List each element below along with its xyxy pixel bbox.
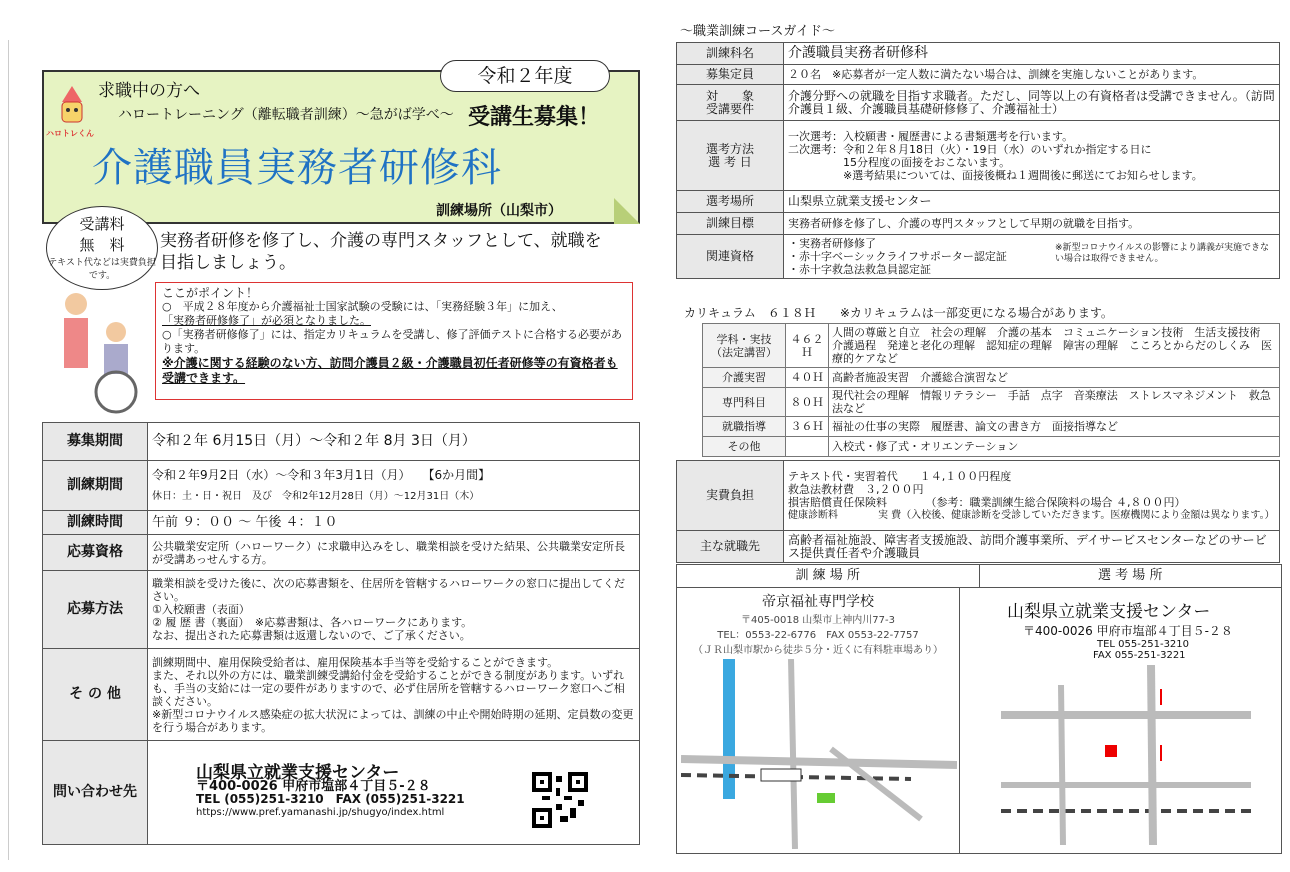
curri-content: 福祉の仕事の実際 履歴書、論文の書き方 面接指導など — [829, 417, 1280, 437]
school-name: 帝京福祉専門学校 — [762, 594, 874, 610]
logo-text: ハロトレくん — [46, 129, 94, 138]
row-value-2: 二次選考：令和２年８月18日（火）・19日（水）のいずれか指定する日に — [788, 142, 1152, 156]
cost-line-4: 健康診断料 実 費（入校後、健康診断を受診していただきます。医療機関により金額は異なります。） — [788, 509, 1275, 521]
row-header: 訓練期間 — [43, 461, 148, 511]
fee-note: テキスト代などは実費負担です。 — [48, 258, 156, 281]
center-name: 山梨県立就業支援センター — [1007, 602, 1211, 622]
curri-header: 専門科目 — [703, 388, 786, 417]
table-row — [677, 235, 1280, 279]
table-row — [703, 417, 1280, 437]
course-guide-table — [676, 42, 1280, 279]
center-address: 〒400-0026 甲府市塩部４丁目５-２８ — [1023, 624, 1233, 638]
curri-hours: ４６２Ｈ — [786, 324, 829, 368]
license-note: ※新型コロナウイルスの影響により講義が実施できない場合は取得できません。 — [1055, 243, 1270, 264]
row-value-2: ・赤十字ベーシックライフサポーター認定証 — [788, 250, 1007, 263]
curri-header: 学科・実技 （法定講習） — [703, 324, 786, 368]
row-value: 介護職員実務者研修科 — [784, 43, 1280, 65]
curri-hours: ３６Ｈ — [786, 417, 829, 437]
contact-phone: TEL (055)251-3210 FAX (055)251-3221 — [196, 791, 465, 806]
curri-hours — [786, 437, 829, 457]
row-header: 訓練時間 — [43, 511, 148, 535]
center-phone: TEL 055-251-3210 — [1097, 639, 1190, 650]
training-subtitle: ハロートレーニング（離転職者訓練）～急がば学べ～ — [118, 107, 454, 123]
table-row — [43, 535, 640, 571]
cost-line-1: テキスト代・実習着代 １４,１００円程度 — [788, 469, 1012, 483]
row-value-4: なお、提出された応募書類は返還しないので、ご了承ください。 — [152, 629, 471, 642]
maps-section — [676, 564, 1282, 854]
row-header: そ の 他 — [43, 649, 148, 741]
school-address: 〒405-0018 山梨市上神内川77-3 — [740, 615, 896, 626]
row-value: 令和２年9月2日（水）～令和３年3月1日（月） 【6か月間】 — [152, 467, 491, 482]
map-right-title: 選 考 場 所 — [1098, 568, 1163, 583]
contact-address: 〒400-0026 甲府市塩部４丁目５-２８ — [196, 778, 431, 794]
table-row — [677, 191, 1280, 213]
table-row — [703, 324, 1280, 368]
table-row — [43, 571, 640, 649]
cost-table — [676, 460, 1280, 563]
row-header: 応募方法 — [43, 571, 148, 649]
row-header: 訓練目標 — [677, 213, 784, 235]
row-header: 選考方法 選 考 日 — [677, 121, 784, 191]
row-header: 対 象 受講要件 — [677, 85, 784, 121]
table-row — [677, 213, 1280, 235]
row-value-2: 休日：土・日・祝日 及び 令和2年12月28日（月）～12月31日（木） — [152, 490, 480, 502]
row-value-2: また、それ以外の方には、職業訓練受講給付金を受給することができる制度があります。いずれも、手当の支給には一定の要件がありますので、必ず住居所を管轄するハローワーク窓口へご相談ください。 — [152, 668, 625, 708]
recruit-heading: 受講生募集！ — [468, 105, 601, 130]
curri-content: 現代社会の理解 情報リテラシー 手話 点字 音楽療法 ストレスマネジメント 救急法など — [829, 388, 1280, 417]
table-row — [677, 121, 1280, 191]
point-box — [155, 282, 633, 400]
fee-label: 受講料 — [79, 215, 125, 233]
lead-text: 実務者研修を修了し、介護の専門スタッフとして、就職を目指しましょう。 — [160, 231, 602, 273]
job-value: 高齢者福祉施設、障害者支援施設、訪問介護事業所、デイサービスセンターなどのサービス提供責任者や介護職員 — [784, 531, 1280, 563]
row-value: 令和２年 6月15日（月）～令和２年 8月 3日（月） — [148, 423, 640, 461]
map-left-title: 訓 練 場 所 — [677, 565, 980, 587]
table-row — [43, 461, 640, 511]
table-row — [677, 85, 1280, 121]
row-value: 公共職業安定所（ハローワーク）に求職申込みをし、職業相談を受けた結果、公共職業安定所長が受講あっせんする方。 — [148, 535, 640, 571]
row-value: 訓練期間中、雇用保険受給者は、雇用保険基本手当等を受給することができます。 — [152, 655, 559, 669]
caregiver-illustration-icon — [54, 284, 154, 414]
cost-header: 実費負担 — [677, 461, 784, 531]
curri-content: 高齢者施設実習 介護総合演習など — [829, 368, 1280, 388]
school-map-icon — [681, 659, 957, 849]
table-row — [703, 388, 1280, 417]
row-header: 募集期間 — [43, 423, 148, 461]
mascot-logo-icon — [52, 84, 92, 130]
contact-url[interactable]: https://www.pref.yamanashi.jp/shugyo/index.html — [196, 806, 445, 818]
table-row — [703, 368, 1280, 388]
table-row — [677, 461, 1280, 531]
cost-line-2: 救急法教材費 ３,２００円 — [788, 482, 924, 496]
job-header: 主な就職先 — [677, 531, 784, 563]
row-value: 職業相談を受けた後に、次の応募書類を、住居所を管轄するハローワークの窓口に提出してください。 — [152, 577, 625, 603]
table-row — [43, 511, 640, 535]
table-row — [677, 531, 1280, 563]
course-title: 介護職員実務者研修科 — [92, 145, 502, 191]
point-1-underlined: 「実務者研修修了」が必須となりました。 — [162, 314, 371, 327]
table-row — [677, 43, 1280, 65]
curriculum-table — [702, 323, 1280, 457]
row-value-4: ※選考結果については、面接後概ね１週間後に郵送にてお知らせします。 — [788, 168, 1203, 182]
table-row — [703, 437, 1280, 457]
row-value-3: ② 履 歴 書（裏面） ※応募書類は、各ハローワークにあります。 — [152, 616, 473, 629]
contact-name: 山梨県立就業支援センター — [196, 762, 400, 783]
training-place: 訓練場所（山梨市） — [436, 203, 562, 219]
fee-circle — [46, 206, 158, 290]
row-header: 募集定員 — [677, 65, 784, 85]
year-badge: 令和２年度 — [440, 60, 610, 92]
point-2: ○「実務者研修修了」には、指定カリキュラムを受講し、修了評価テストに合格する必要があります。 — [162, 328, 623, 355]
qr-code-icon[interactable] — [532, 772, 588, 828]
row-value: 実務者研修を修了し、介護の専門スタッフとして早期の就職を目指す。 — [784, 213, 1280, 235]
school-phone: TEL：0553-22-6776 FAX 0553-22-7757 — [717, 630, 919, 641]
row-value-2: ①入校願書（表面） — [152, 603, 250, 616]
point-1: ○ 平成２８年度から介護福祉士国家試験の受験には、「実務経験３年」に加え、 — [162, 300, 563, 313]
row-value: 午前 ９：００ ～ 午後 ４：１０ — [148, 511, 640, 535]
curri-header: 介護実習 — [703, 368, 786, 388]
row-value-3: ※新型コロナウイルス感染症の拡大状況によっては、訓練の中止や開始時期の延期、定員数の変更を行う場合があります。 — [152, 707, 634, 734]
point-title: ここがポイント！ — [162, 286, 259, 300]
row-header: 応募資格 — [43, 535, 148, 571]
curri-hours: ８０Ｈ — [786, 388, 829, 417]
row-value: 介護分野への就職を目指す求職者。ただし、同等以上の有資格者は受講できません。（訪問介護員１級、介護職員基礎研修修了、介護福祉士） — [784, 85, 1280, 121]
point-3: ※介護に関する経験のない方、訪問介護員２級・介護職員初任者研修等の有資格者も受講できます。 — [162, 356, 618, 385]
curriculum-section — [676, 302, 1280, 462]
guide-heading: ～職業訓練コースガイド～ — [680, 24, 835, 39]
cost-line-3: 損害賠償責任保険料 （参考：職業訓練生総合保険料の場合 ４,８００円） — [788, 495, 1186, 509]
curri-header: その他 — [703, 437, 786, 457]
table-row — [43, 423, 640, 461]
curri-header: 就職指導 — [703, 417, 786, 437]
table-row — [43, 649, 640, 741]
curri-content: 入校式・修了式・オリエンテーション — [829, 437, 1280, 457]
row-value: ２０名 ※応募者が一定人数に満たない場合は、訓練を実施しないことがあります。 — [784, 65, 1280, 85]
row-value: ・実務者研修修了 — [788, 237, 876, 250]
row-header: 関連資格 — [677, 235, 784, 279]
row-value: 山梨県立就業支援センター — [784, 191, 1280, 213]
contact-header: 問い合わせ先 — [43, 741, 148, 845]
school-access: （ＪＲ山梨市駅から徒歩５分・近くに有料駐車場あり） — [693, 645, 943, 656]
center-fax: FAX 055-251-3221 — [1093, 650, 1186, 661]
center-map-icon — [1001, 665, 1251, 845]
seeker-heading: 求職中の方へ — [98, 81, 200, 101]
row-value: 一次選考：入校願書・履歴書による書類選考を行います。 — [788, 129, 1074, 143]
row-header: 選考場所 — [677, 191, 784, 213]
row-header: 訓練科名 — [677, 43, 784, 65]
curri-hours: ４０Ｈ — [786, 368, 829, 388]
curriculum-title: カリキュラム ６１８Ｈ ※カリキュラムは一部変更になる場合があります。 — [684, 306, 1113, 320]
fee-value: 無 料 — [79, 236, 125, 254]
row-value-3: ・赤十字救急法救急員認定証 — [788, 263, 931, 276]
table-row — [677, 65, 1280, 85]
banner-fold — [614, 198, 640, 224]
curri-content: 人間の尊厳と自立 社会の理解 介護の基本 コミュニケーション技術 生活支援技術 介護過程 発達と老化の理解 認知症の理解 障害の理解 こころとからだのしくみ 医療的ケアなど — [829, 324, 1280, 368]
row-value-3: 15分程度の面接をおこないます。 — [788, 155, 1011, 169]
